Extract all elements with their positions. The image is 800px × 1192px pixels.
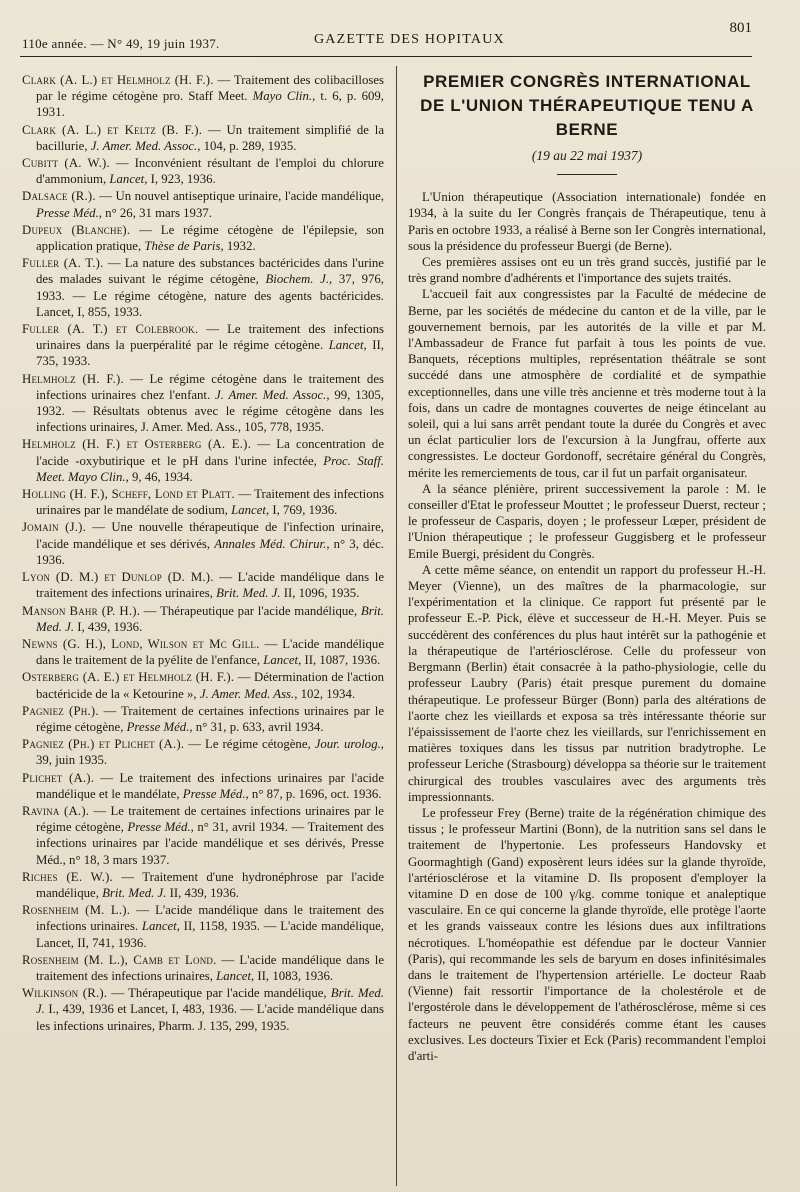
- reference-venue: Lancet: [231, 503, 266, 518]
- reference-text: — Un traitement simplifié de la bacillurie,: [36, 122, 384, 153]
- article-title-line-1: PREMIER CONGRÈS INTERNATIONAL: [423, 72, 751, 91]
- reference-text: — Traitement d'une hydronéphrose par l'acide mandélique,: [36, 869, 384, 900]
- reference-author: Fuller (A. T.).: [22, 256, 104, 271]
- reference-author: Clark (A. L.) et Helmholz (H. F.).: [22, 73, 214, 87]
- references-column: [22, 72, 384, 1182]
- reference-text: — L'acide mandélique dans le traitement des infections urinaires,: [36, 570, 384, 601]
- reference-text: — Traitement des colibacilloses par le régime cétogène pro. Staff Meet.: [36, 73, 384, 104]
- reference-venue: J. Amer. Med. Ass.: [199, 686, 295, 701]
- reference-author: Lyon (D. M.) et Dunlop (D. M.).: [22, 570, 214, 585]
- reference-author: Manson Bahr (P. H.).: [22, 603, 141, 618]
- reference-venue: Brit. Med. J.: [102, 885, 167, 900]
- reference-venue: Brit. Med. J.: [216, 586, 281, 601]
- reference-entry: [22, 669, 384, 701]
- reference-tail: , n° 3, déc. 1936.: [36, 536, 384, 567]
- reference-text: — La nature des substances bactéricides dans l'urine des malades suivant le régime cétogène,: [36, 256, 384, 287]
- reference-text: — Traitement des infections urinaires par le mandélate de sodium,: [36, 487, 384, 518]
- reference-author: Plichet (A.).: [22, 770, 95, 785]
- title-rule: [557, 174, 617, 175]
- reference-entry: [22, 519, 384, 568]
- reference-text: — L'acide mandélique dans le traitement des infections urinaires.: [36, 903, 384, 934]
- reference-entry: [22, 869, 384, 901]
- reference-tail: , 39, juin 1935.: [36, 737, 384, 768]
- reference-text: — Le traitement de certaines infections urinaires par le régime cétogène,: [36, 803, 384, 835]
- reference-entry: [22, 188, 384, 220]
- reference-entry: [22, 603, 384, 635]
- reference-tail: , 104, p. 289, 1935.: [197, 138, 297, 153]
- article-title-line-2: DE L'UNION THÉRAPEUTIQUE TENU A BERNE: [420, 96, 754, 139]
- reference-text: — Thérapeutique par l'acide mandélique,: [140, 603, 361, 618]
- reference-venue: Biochem. J.: [265, 272, 330, 287]
- reference-venue: Lancet: [216, 968, 252, 983]
- reference-entry: [22, 569, 384, 601]
- reference-venue: Presse Méd.: [127, 820, 191, 835]
- reference-entry: [22, 122, 384, 154]
- reference-tail: , 1932.: [220, 239, 256, 254]
- reference-text: — Un nouvel antiseptique urinaire, l'acide mandélique,: [95, 189, 384, 204]
- reference-venue: Brit. Med. J.: [36, 603, 384, 634]
- article-body: [408, 189, 766, 1064]
- page-header: [14, 18, 786, 58]
- reference-venue: Lancet: [328, 338, 364, 353]
- reference-entry: [22, 371, 384, 436]
- reference-venue: Lancet: [141, 919, 177, 934]
- reference-entry: [22, 985, 384, 1034]
- article-paragraph: L'Union thérapeutique (Association internationale) fondée en 1934, à la suite du Ier Congrès français de Thérapeutique, tenu à Paris en octobre 1933, a réalisé à Berne son Ier Congrès international, sous la présidence du professeur Buergi (de Berne).: [408, 190, 766, 253]
- reference-entry: [22, 486, 384, 518]
- reference-text: — Thérapeutique par l'acide mandélique,: [107, 986, 331, 1001]
- reference-entry: [22, 72, 384, 121]
- page-number: 801: [729, 20, 752, 36]
- reference-entry: [22, 803, 384, 868]
- reference-venue: Lancet: [263, 653, 299, 668]
- reference-tail: , n° 26, 31 mars 1937.: [98, 205, 212, 220]
- journal-title: GAZETTE DES HOPITAUX: [314, 32, 505, 47]
- reference-author: Ravina (A.).: [22, 803, 90, 818]
- reference-entry: [22, 222, 384, 254]
- reference-author: Osterberg (A. E.) et Helmholz (H. F.).: [22, 670, 235, 685]
- column-divider: [396, 66, 397, 1186]
- reference-author: Fuller (A. T.) et Colebrook.: [22, 322, 199, 337]
- article-paragraph: L'accueil fait aux congressistes par la Faculté de médecine de Berne, par les sociétés de médecine du canton et de la ville, par le gouvernement bernois, par les autorités de la ville et par M. l'Ambassadeur de France fut parfait à tous les points de vue. Banquets, réceptions multiples, représentation théâtrale se sont succédé dans une atmosphère de cordialité et de sympathie exceptionnelles, dans une ville très ancienne et très moderne tout à la fois, dans un cadre de montagnes couvertes de neige étincelant au soleil, qui a lui sans arrêt pendant toute la durée du Congrès et avec un éclat particulier lors de l'excursion à la Jungfrau, offerte aux congressistes. Le docteur Gordonoff, secrétaire général du Congrès, mérite les remerciements de tous, car il fut un parfait organisateur.: [408, 287, 766, 480]
- reference-tail: , n° 87, p. 1696, oct. 1936.: [245, 786, 382, 801]
- article-paragraph: A la séance plénière, prirent successivement la parole : M. le conseiller d'Etat le professeur Mouttet ; le professeur Duerst, recteur ; le professeur de Casparis, doyen ; le professeur Lœper, président de l'Union thérapeutique ; le professeur Guggisberg et le professeur Emile Buergi, président du Congrès.: [408, 481, 766, 561]
- article-paragraph: Ces premières assises ont eu un très grand succès, justifié par le très grand nombre d'adhérents et l'importance des sujets traités.: [408, 255, 766, 286]
- reference-venue: Brit. Med. J.: [36, 986, 384, 1017]
- header-rule: [20, 56, 752, 57]
- reference-author: Helmholz (H. F.) et Osterberg (A. E.).: [22, 437, 251, 452]
- reference-text: — L'acide mandélique dans le traitement des infections urinaires,: [36, 952, 384, 983]
- reference-author: Riches (E. W.).: [22, 869, 113, 884]
- reference-entry: [22, 155, 384, 187]
- reference-tail: , n° 31, avril 1934. — Traitement des infections urinaires par l'acide mandélique et ses dérivés, Presse Méd., n° 18, 3 mars 1937.: [36, 820, 384, 867]
- reference-tail: , I, 923, 1936.: [144, 172, 216, 187]
- reference-venue: Jour. urolog.: [314, 737, 381, 752]
- reference-entry: [22, 636, 384, 668]
- reference-author: Newns (G. H.), Lond, Wilson et Mc Gill.: [22, 636, 260, 651]
- article-column: [408, 66, 766, 1186]
- reference-tail: , II, 1087, 1936.: [298, 653, 381, 668]
- reference-entry: [22, 436, 384, 485]
- reference-author: Dalsace (R.).: [22, 189, 96, 204]
- reference-text: — Le régime cétogène dans le traitement des infections urinaires chez l'enfant.: [36, 371, 384, 402]
- reference-venue: J. Amer. Med. Assoc.: [214, 387, 327, 402]
- reference-tail: I., 439, 1936 et Lancet, I, 483, 1936. — L'acide mandélique dans les infections urinaires, Pharm. J. 135, 299, 1935.: [36, 1002, 384, 1033]
- reference-entry: [22, 703, 384, 735]
- reference-text: — Le traitement des infections urinaires par l'acide mandélique et le mandélate,: [36, 770, 384, 801]
- reference-text: — Traitement de certaines infections urinaires par le régime cétogène,: [36, 703, 384, 734]
- reference-author: Cubitt (A. W.).: [22, 156, 110, 171]
- article-paragraph: A cette même séance, on entendit un rapport du professeur H.-H. Meyer (Vienne), un des maîtres de la pharmacologie, sur l'expérimentation et la clinique. Ce rapport fut présenté par le professeur E.-P. Pick, élève et successeur de H.-H. Meyer. Puis se succédèrent des conférences du plus haut intérêt sur la pathogénie et la thérapeutique de l'artériosclérose. Celle du professeur von Bergmann (Berlin) était consacrée à la patho-physiologie, celle du professeur Laubry (Paris) était presque purement du domaine thérapeutique. Le professeur Bürger (Bonn) parla des altérations de l'aorte chez les vieillards et exposa sa très intéressante théorie sur l'épaississement de l'aorte chez les vieillards, sur l'enrichissement en matières toxiques dans les tissus par nutrition bradytrophe. Le professeur Leriche (Strasbourg) développa sa théorie sur le traitement chirurgical des troubles vasculaires avec des arguments très impressionnants.: [408, 562, 766, 804]
- reference-venue: Thèse de Paris: [144, 239, 221, 254]
- reference-author: Jomain (J.).: [22, 520, 87, 535]
- reference-entry: [22, 952, 384, 984]
- reference-venue: J. Amer. Med. Assoc.: [90, 138, 198, 153]
- reference-text: — La concentration de l'acide -oxybutirique et le pH dans l'urine infectée,: [36, 437, 384, 468]
- reference-tail: , t. 6, p. 609, 1931.: [36, 89, 384, 120]
- reference-tail: , II, 1083, 1936.: [251, 968, 334, 983]
- reference-author: Helmholz (H. F.).: [22, 371, 124, 386]
- reference-tail: , II, 1158, 1935. — L'acide mandélique, Lancet, II, 741, 1936.: [36, 919, 384, 950]
- article-title: [408, 70, 766, 142]
- reference-entry: [22, 321, 384, 370]
- reference-tail: , II, 735, 1933.: [36, 338, 384, 369]
- reference-tail: , 9, 46, 1934.: [125, 469, 193, 484]
- reference-author: Rosenheim (M. L.).: [22, 903, 131, 918]
- reference-venue: Presse Méd.: [182, 786, 246, 801]
- reference-entry: [22, 736, 384, 768]
- article-paragraph: Le professeur Frey (Berne) traite de la régénération chimique des tissus ; le professeur Martini (Bonn), de la nutrition sans sel dans le traitement de l'hypertonie. Les professeurs Handovsky et Goormaghtigh (Gand) exposèrent leurs idées sur la glande thyroïde, l'artériosclérose et la vitamine D. Ils proposent d'employer la vitamine D en dose de 100 γ/kg. comme tonique et analeptique vasculaire. En ce qui concerne la glande thyroïde, elle protège l'aorte et les grands vaisseaux contre les lésions dues aux infiltrations nécrotiques. L'homéopathie est défendue par le docteur Vannier (Paris), qui recommande les sels de baryum en doses infinitésimales dans le traitement de l'hypertension artérielle. Le docteur Raab (Vienne) fait ressortir l'importance de la cholestérole et de l'ergostérole dans le développement de l'athérosclérose, même si ces facteurs ne peuvent être considérés comme étant les causes exclusives. Les docteurs Tixier et Eck (Paris) recommandent l'emploi d'arti-: [408, 805, 766, 1063]
- reference-author: Pagniez (Ph.) et Plichet (A.).: [22, 737, 185, 752]
- reference-text: — Le traitement des infections urinaires dans la puerpéralité par le régime cétogène.: [36, 322, 384, 353]
- reference-author: Dupeux (Blanche).: [22, 222, 131, 237]
- issue-line: 110e année. — N° 49, 19 juin 1937.: [22, 36, 220, 51]
- reference-tail: , 99, 1305, 1932. — Résultats obtenus avec le régime cétogène dans les infections urinaires, J. Amer. Med. Ass., 105, 778, 1935.: [36, 387, 384, 435]
- reference-author: Wilkinson (R.).: [22, 986, 108, 1001]
- reference-venue: Lancet: [109, 172, 145, 187]
- reference-text: — Le régime cétogène de l'épilepsie, son application pratique,: [36, 222, 384, 254]
- reference-author: Pagniez (Ph.).: [22, 703, 99, 718]
- reference-text: — Le régime cétogène,: [184, 737, 315, 752]
- reference-entry: [22, 902, 384, 951]
- reference-venue: Annales Méd. Chirur.: [214, 536, 327, 551]
- reference-tail: , I, 769, 1936.: [265, 503, 338, 518]
- reference-author: Holling (H. F.), Scheff, Lond et Platt.: [22, 487, 235, 502]
- reference-author: Clark (A. L.) et Keltz (B. F.).: [22, 122, 203, 137]
- reference-tail: , n° 31, p. 633, avril 1934.: [189, 719, 324, 734]
- reference-text: — Détermination de l'action bactéricide de la « Ketourine »,: [36, 670, 384, 701]
- reference-entry: [22, 255, 384, 320]
- reference-venue: Presse Méd.: [126, 719, 190, 734]
- reference-tail: , 102, 1934.: [294, 686, 356, 701]
- article-dates: (19 au 22 mai 1937): [531, 148, 643, 163]
- reference-tail: , 37, 976, 1933. — Le régime cétogène, nature des agents bactéricides. Lancet, I, 855, 1933.: [36, 272, 384, 319]
- reference-venue: Mayo Clin.: [252, 89, 313, 104]
- reference-text: — Inconvénient résultant de l'emploi du chlorure d'ammonium,: [36, 156, 384, 187]
- reference-tail: I, 439, 1936.: [74, 619, 143, 634]
- reference-tail: II, 1096, 1935.: [280, 586, 360, 601]
- reference-tail: II, 439, 1936.: [166, 885, 239, 900]
- reference-text: — L'acide mandélique dans le traitement de la pyélite de l'enfance,: [36, 636, 384, 668]
- reference-venue: Proc. Staff. Meet. Mayo Clin.: [36, 453, 384, 484]
- reference-entry: [22, 770, 384, 802]
- reference-text: — Une nouvelle thérapeutique de l'infection urinaire, l'acide mandélique et ses dérivés,: [36, 520, 384, 551]
- reference-venue: Presse Méd.: [36, 205, 99, 220]
- reference-author: Rosenheim (M. L.), Camb et Lond.: [22, 952, 217, 967]
